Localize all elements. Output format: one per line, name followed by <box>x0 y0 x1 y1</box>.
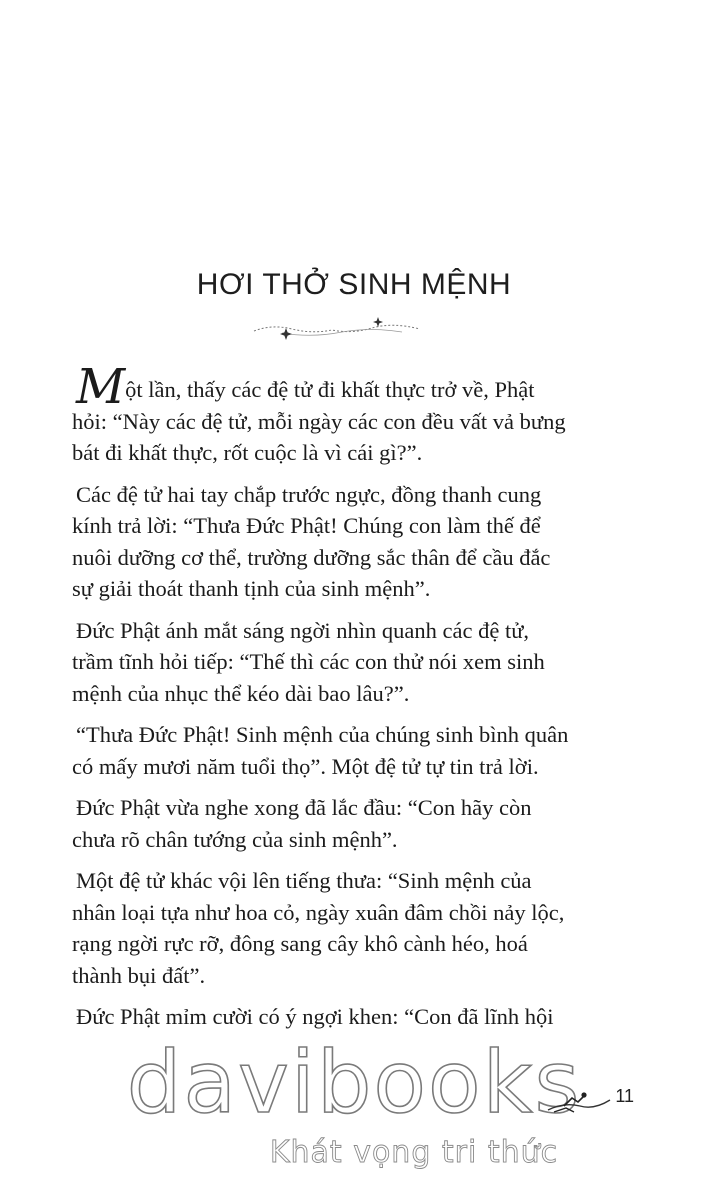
page-footer <box>540 1082 640 1122</box>
paragraph <box>72 792 632 855</box>
text-line: thành bụi đất”. <box>72 962 206 988</box>
text-line: nuôi dưỡng cơ thể, trường dưỡng sắc thân để cầu đắc <box>72 544 551 570</box>
text-line: hỏi: “Này các đệ tử, mỗi ngày các con đều vất vả bưng <box>72 408 566 434</box>
paragraph <box>72 865 632 991</box>
text-line: rạng ngời rực rỡ, đông sang cây khô cành héo, hoá <box>72 931 528 956</box>
text-line: Một đệ tử khác vội lên tiếng thưa: “Sinh mệnh của <box>76 868 532 893</box>
drop-cap: M <box>76 359 126 415</box>
text-line: “Thưa Đức Phật! Sinh mệnh của chúng sinh bình quân <box>76 722 569 747</box>
text-line: Các đệ tử hai tay chắp trước ngực, đồng thanh cung <box>76 481 542 507</box>
text-line: Một lần, thấy các đệ tử đi khất thực trở về, Phật <box>76 359 535 415</box>
page-number: 11 <box>615 1086 634 1106</box>
body-text <box>72 359 632 1043</box>
text-line: sự giải thoát thanh tịnh của sinh mệnh”. <box>72 576 431 601</box>
paragraph <box>72 719 632 782</box>
text-line: trầm tĩnh hỏi tiếp: “Thế thì các con thử nói xem sinh <box>72 649 545 674</box>
floral-divider-icon <box>252 314 422 346</box>
text-line: chưa rõ chân tướng của sinh mệnh”. <box>72 826 398 852</box>
text-line: bát đi khất thực, rốt cuộc là vì cái gì?”. <box>72 440 423 465</box>
paragraph <box>72 615 632 710</box>
watermark-brand: davibooks <box>126 1033 582 1133</box>
text-line: nhân loại tựa như hoa cỏ, ngày xuân đâm chồi nảy lộc, <box>72 899 565 925</box>
paragraph <box>72 359 632 469</box>
paragraph <box>72 479 632 605</box>
text-line: Đức Phật vừa nghe xong đã lắc đầu: “Con hãy còn <box>76 795 532 820</box>
text-line: có mấy mươi năm tuổi thọ”. Một đệ tử tự tin trả lời. <box>72 753 539 779</box>
running-figure-icon <box>544 1088 614 1118</box>
text-line: kính trả lời: “Thưa Đức Phật! Chúng con làm thế để <box>72 513 541 538</box>
paragraph <box>72 1001 632 1033</box>
watermark-tagline: Khát vọng tri thức <box>269 1135 559 1170</box>
text-line: Đức Phật mỉm cười có ý ngợi khen: “Con đã lĩnh hội <box>76 1004 554 1029</box>
text-line: mệnh của nhục thể kéo dài bao lâu?”. <box>72 680 410 706</box>
text-line: Đức Phật ánh mắt sáng ngời nhìn quanh các đệ tử, <box>76 617 530 643</box>
chapter-title: HƠI THỞ SINH MỆNH <box>196 268 512 301</box>
